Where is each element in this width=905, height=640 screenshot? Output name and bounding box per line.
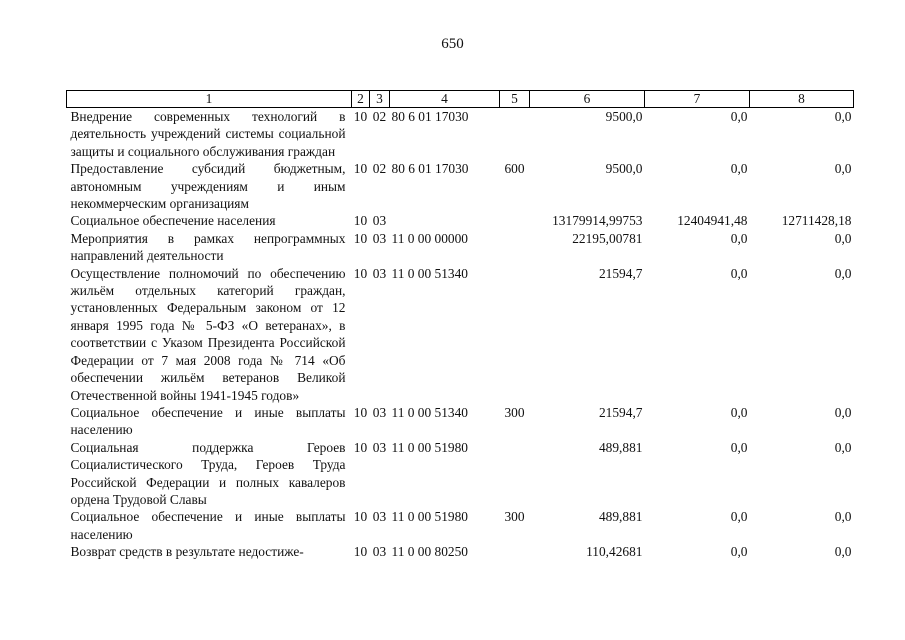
header-cell: 3 xyxy=(370,91,390,108)
row-target-code: 11 0 00 51980 xyxy=(391,509,468,525)
header-cell: 5 xyxy=(500,91,530,108)
row-name: Предоставление субсидий бюджетным, автономным учреждениям и иным некоммерческим организациям xyxy=(70,161,346,212)
header-cell: 1 xyxy=(67,91,352,108)
row-target-code: 11 0 00 51340 xyxy=(391,265,468,281)
table-row xyxy=(67,508,854,543)
row-subsection: 03 xyxy=(372,404,387,420)
row-amount-7: 0,0 xyxy=(730,161,748,177)
row-amount-6: 13179914,99753 xyxy=(552,213,643,229)
row-amount-6: 21594,7 xyxy=(598,265,643,281)
row-amount-8: 12711428,18 xyxy=(781,213,852,229)
row-expense-type xyxy=(500,265,530,404)
header-row xyxy=(67,91,854,108)
row-expense-type xyxy=(500,230,530,265)
row-amount-8: 0,0 xyxy=(834,109,852,124)
row-expense-type xyxy=(500,543,530,560)
row-amount-8: 0,0 xyxy=(834,439,852,455)
row-amount-6: 22195,00781 xyxy=(572,230,643,246)
row-name: Осуществление полномочий по обеспечению жильём отдельных категорий граждан, установленных Федеральным законом от 12 января 1995 года № 5-ФЗ «О ветеранах», в соответствии с Указом Президента Российской Федерации от 7 мая 2008 года № 714 «Об обеспечении жильём ветеранов Великой Отечественной войны 1941-1945 годов» xyxy=(70,265,346,403)
row-amount-6: 489,881 xyxy=(598,439,643,455)
row-subsection: 03 xyxy=(372,213,387,229)
row-amount-7: 0,0 xyxy=(730,509,748,525)
row-target-code: 11 0 00 80250 xyxy=(391,544,468,560)
row-amount-8: 0,0 xyxy=(834,161,852,177)
row-amount-7: 0,0 xyxy=(730,265,748,281)
table-row xyxy=(67,212,854,229)
row-amount-8: 0,0 xyxy=(834,230,852,246)
table-row xyxy=(67,439,854,509)
row-amount-7: 0,0 xyxy=(730,544,748,560)
row-target-code: 80 6 01 17030 xyxy=(391,161,469,177)
row-amount-6: 489,881 xyxy=(598,509,643,525)
row-amount-6: 21594,7 xyxy=(598,404,643,420)
row-name: Возврат средств в результате недостиже- xyxy=(70,544,304,560)
row-subsection: 02 xyxy=(372,161,387,177)
row-section: 10 xyxy=(353,404,368,420)
row-expense-type xyxy=(500,212,530,229)
row-name: Социальное обеспечение и иные выплаты населению xyxy=(70,404,346,438)
row-expense-type: 300 xyxy=(504,509,525,525)
row-name: Внедрение современных технологий в деятельность учреждений системы социальной защиты и социального обслуживания граждан xyxy=(70,109,346,159)
header-cell: 8 xyxy=(750,91,854,108)
row-expense-type: 300 xyxy=(504,404,525,420)
row-amount-6: 110,42681 xyxy=(586,544,643,560)
row-section: 10 xyxy=(353,265,368,281)
row-amount-7: 12404941,48 xyxy=(677,213,748,229)
header-cell: 2 xyxy=(352,91,370,108)
row-name: Мероприятия в рамках непрограммных направлений деятельности xyxy=(70,230,346,264)
row-name: Социальная поддержка Героев Социалистического Труда, Героев Труда Российской Федерации и полных кавалеров ордена Трудовой Славы xyxy=(70,439,346,507)
row-subsection: 02 xyxy=(372,109,387,124)
row-target-code xyxy=(390,212,500,229)
row-subsection: 03 xyxy=(372,230,387,246)
row-amount-8: 0,0 xyxy=(834,265,852,281)
table-row xyxy=(67,265,854,404)
row-section: 10 xyxy=(353,109,368,124)
table-row xyxy=(67,404,854,439)
row-subsection: 03 xyxy=(372,265,387,281)
row-subsection: 03 xyxy=(372,544,387,560)
row-amount-6: 9500,0 xyxy=(605,109,643,124)
header-cell: 7 xyxy=(645,91,750,108)
header-cell: 4 xyxy=(390,91,500,108)
row-amount-7: 0,0 xyxy=(730,404,748,420)
row-name: Социальное обеспечение и иные выплаты населению xyxy=(70,509,346,542)
row-amount-7: 0,0 xyxy=(730,230,748,246)
table-row xyxy=(67,230,854,265)
row-section: 10 xyxy=(353,213,368,229)
row-target-code: 11 0 00 00000 xyxy=(391,230,468,246)
row-expense-type xyxy=(500,439,530,509)
row-name: Социальное обеспечение населения xyxy=(70,213,276,229)
row-amount-8: 0,0 xyxy=(834,404,852,420)
budget-table xyxy=(66,90,854,561)
row-amount-7: 0,0 xyxy=(730,109,748,124)
row-section: 10 xyxy=(353,230,368,246)
row-section: 10 xyxy=(353,544,368,560)
row-target-code: 11 0 00 51980 xyxy=(391,439,468,455)
row-section: 10 xyxy=(353,509,368,525)
row-section: 10 xyxy=(353,161,368,177)
row-target-code: 11 0 00 51340 xyxy=(391,404,468,420)
row-amount-7: 0,0 xyxy=(730,439,748,455)
row-expense-type: 600 xyxy=(504,161,525,177)
table-row xyxy=(67,108,854,161)
table-row xyxy=(67,543,854,560)
row-target-code: 80 6 01 17030 xyxy=(391,109,469,124)
row-expense-type xyxy=(500,108,530,161)
header-cell: 6 xyxy=(530,91,645,108)
row-amount-6: 9500,0 xyxy=(605,161,643,177)
page-number: 650 xyxy=(441,36,464,52)
row-section: 10 xyxy=(353,439,368,455)
row-subsection: 03 xyxy=(372,509,387,525)
table-row xyxy=(67,160,854,212)
row-amount-8: 0,0 xyxy=(834,544,852,560)
row-subsection: 03 xyxy=(372,439,387,455)
row-amount-8: 0,0 xyxy=(834,509,852,525)
